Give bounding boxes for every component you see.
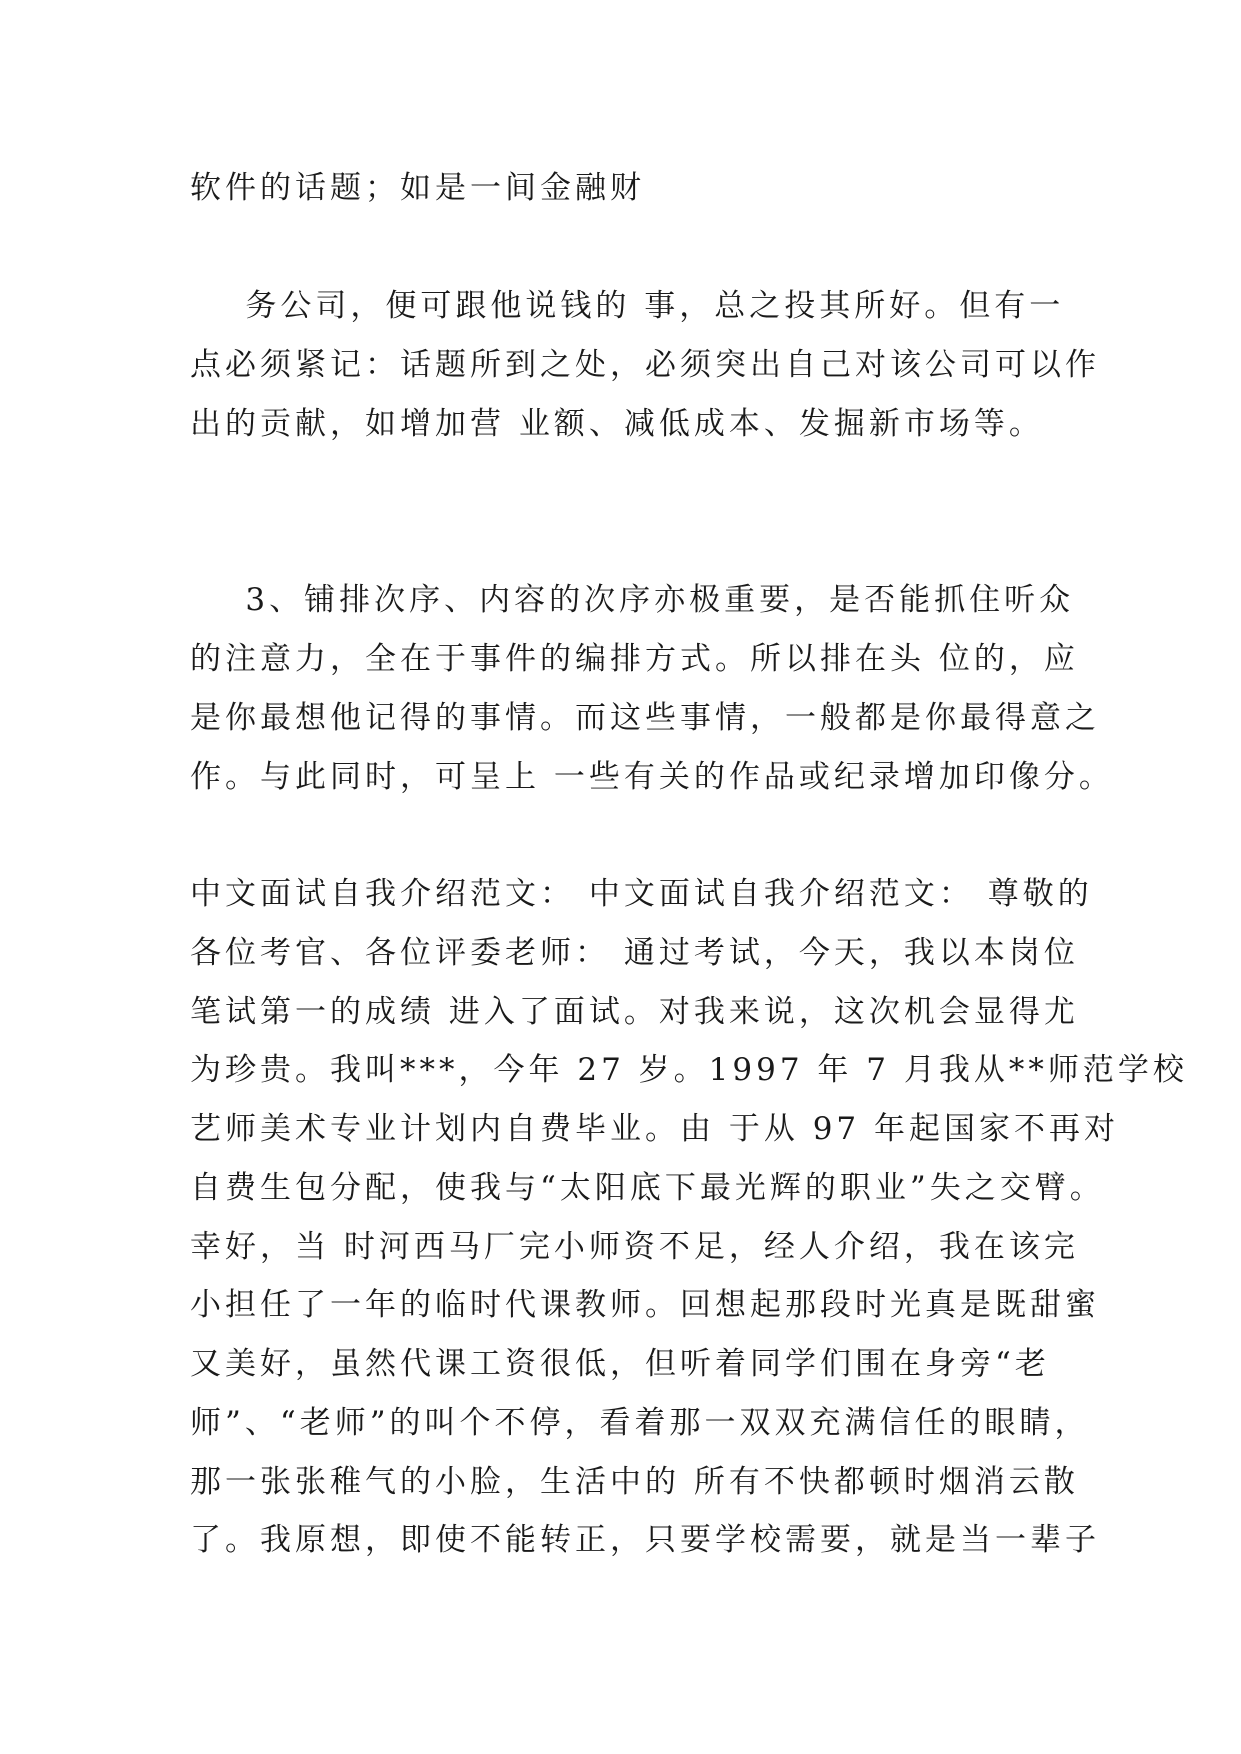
text-line: 务公司，便可跟他说钱的 事，总之投其所好。但有一 <box>190 288 1065 324</box>
text-line: 作。与此同时，可呈上 一些有关的作品或纪录增加印像分。 <box>190 759 1114 795</box>
text-line: 各位考官、各位评委老师： 通过考试，今天，我以本岗位 <box>190 935 1079 971</box>
text-line: 了。我原想，即使不能转正，只要学校需要，就是当一辈子 <box>190 1522 1100 1558</box>
text-line: 点必须紧记：话题所到之处，必须突出自己对该公司可以作 <box>190 347 1100 383</box>
text-line: 那一张张稚气的小脸，生活中的 所有不快都顿时烟消云散 <box>190 1464 1079 1500</box>
text-line: 幸好，当 时河西马厂完小师资不足，经人介绍，我在该完 <box>190 1229 1079 1265</box>
text-line: 又美好，虽然代课工资很低，但听着同学们围在身旁“老 <box>190 1346 1050 1382</box>
text-line: 笔试第一的成绩 进入了面试。对我来说，这次机会显得尤 <box>190 994 1079 1030</box>
text-line: 小担任了一年的临时代课教师。回想起那段时光真是既甜蜜 <box>190 1287 1100 1323</box>
text-line: 软件的话题；如是一间金融财 <box>190 170 645 206</box>
text-line: 师”、“老师”的叫个不停，看着那一双双充满信任的眼睛， <box>190 1405 1090 1441</box>
text-line: 为珍贵。我叫***，今年 27 岁。1997 年 7 月我从**师范学校 <box>190 1052 1188 1088</box>
text-line: 出的贡献，如增加营 业额、减低成本、发掘新市场等。 <box>190 406 1044 442</box>
text-line: 的注意力，全在于事件的编排方式。所以排在头 位的，应 <box>190 641 1079 677</box>
text-line: 艺师美术专业计划内自费毕业。由 于从 97 年起国家不再对 <box>190 1111 1120 1147</box>
text-line: 3、铺排次序、内容的次序亦极重要，是否能抓住听众 <box>190 582 1075 618</box>
text-line: 中文面试自我介绍范文： 中文面试自我介绍范文： 尊敬的 <box>190 876 1093 912</box>
text-line: 自费生包分配，使我与“太阳底下最光辉的职业”失之交臂。 <box>190 1170 1105 1206</box>
text-line: 是你最想他记得的事情。而这些事情，一般都是你最得意之 <box>190 700 1100 736</box>
